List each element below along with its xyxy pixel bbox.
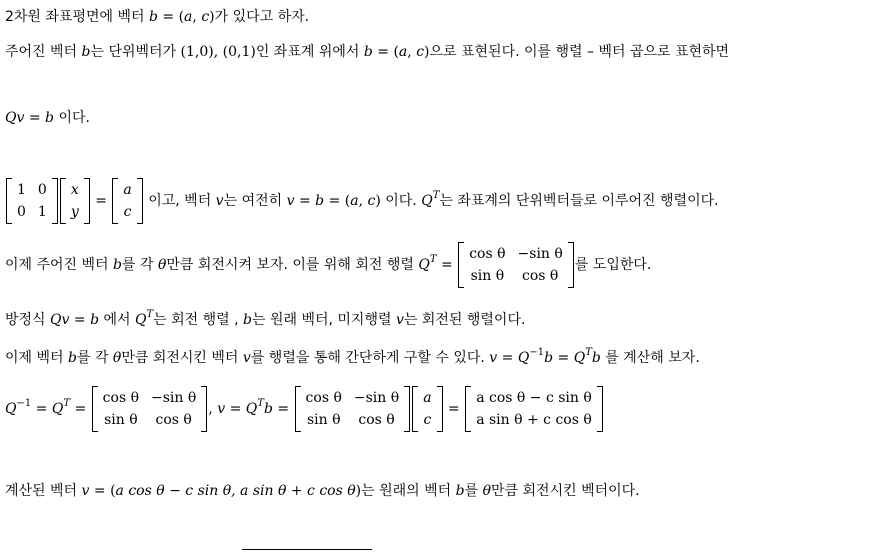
- text-line-6: 방정식 Qv = b 에서 $Q^T$는 회전 행렬 , b는 원래 벡터, 미지행렬 v는 회전된 행렬이다.: [5, 309, 526, 328]
- cut-off-matrix-edge: [242, 549, 372, 560]
- ac-vector-2: a c: [412, 386, 442, 432]
- identity-matrix: 1 0 0 1: [6, 178, 58, 224]
- text-line-3: Qv = b 이다.: [5, 110, 90, 126]
- xy-vector: x y: [60, 178, 90, 224]
- rotation-matrix-3: cos θ −sin θ sin θ cos θ: [295, 386, 411, 432]
- text-line-2: 주어진 벡터 b는 단위벡터가 (1,0), (0,1)인 좌표계 위에서 b = (a, c)으로 표현된다. 이를 행렬 – 벡터 곱으로 표현하면: [5, 44, 730, 60]
- rotation-matrix-1: cos θ −sin θ sin θ cos θ: [458, 242, 574, 288]
- result-vector: a cos θ − c sin θ a sin θ + c cos θ: [465, 386, 603, 432]
- text-line-8: $Q^{-1} = Q^T$ = cos θ −sin θ sin θ cos θ , $v = Q^Tb$ = cos θ −sin θ sin θ cos θ a c = a cos θ − c sin θ a sin θ + c cos θ: [5, 386, 604, 432]
- text-line-1: 2차원 좌표평면에 벡터 b = (a, c)가 있다고 하자.: [5, 9, 310, 25]
- text-line-7: 이제 벡터 b를 각 θ만큼 회전시킨 벡터 v를 행렬을 통해 간단하게 구할 수 있다. $v = Q^{-1}b = Q^Tb$ 를 계산해 보자.: [5, 347, 700, 366]
- text-line-5: 이제 주어진 벡터 b를 각 θ만큼 회전시켜 보자. 이를 위해 회전 행렬 $Q^T$ = cos θ −sin θ sin θ cos θ 를 도입한다.: [5, 242, 651, 288]
- rotation-matrix-2: cos θ −sin θ sin θ cos θ: [92, 386, 208, 432]
- text-line-4: 1 0 0 1 x y = a c 이고, 벡터 v는 여전히 v = b = (a, c) 이다. $Q^T$는 좌표계의 단위벡터들로 이루어진 행렬이다.: [5, 178, 719, 224]
- text-line-9: 계산된 벡터 v = (a cos θ − c sin θ, a sin θ + c cos θ)는 원래의 벡터 b를 θ만큼 회전시킨 벡터이다.: [5, 483, 640, 499]
- ac-vector: a c: [112, 178, 142, 224]
